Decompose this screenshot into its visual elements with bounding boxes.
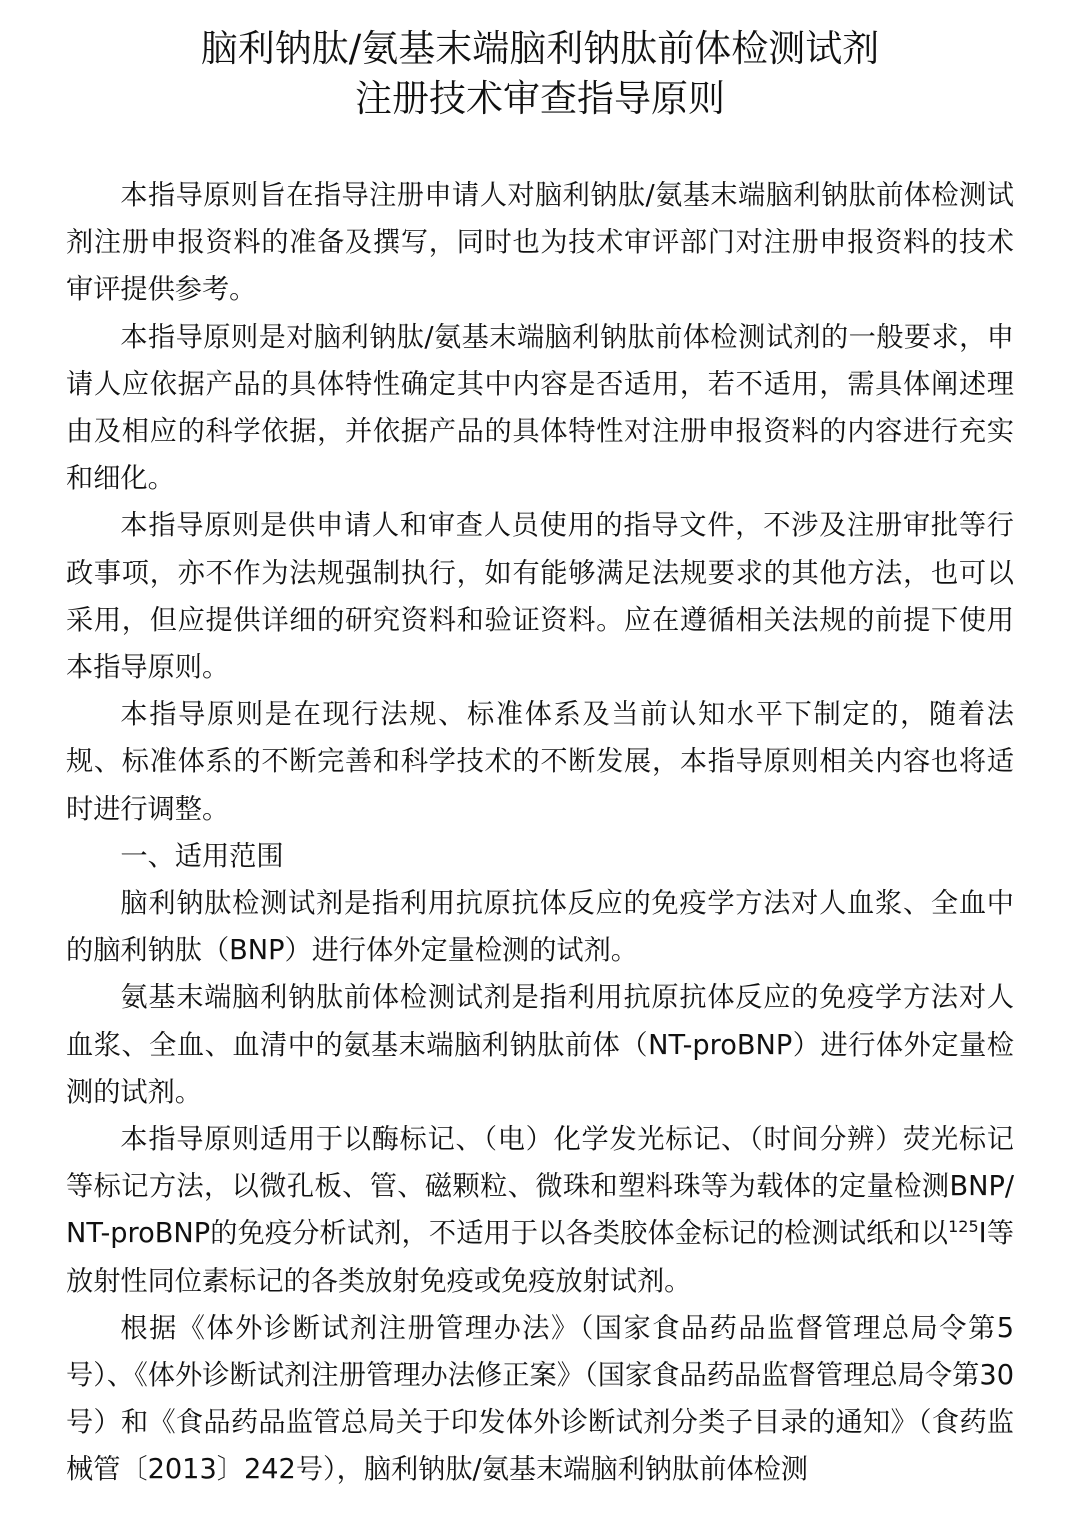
paragraph-general-requirements: 本指导原则是对脑利钠肽/氨基末端脑利钠肽前体检测试剂的一般要求，申请人应依据产品的具体特性确定其中内容是否适用，若不适用，需具体阐述理由及相应的科学依据，并依据产品的具体特性对注册申报资料的内容进行充实和细化。 [66,321,1014,495]
paragraph-purpose: 本指导原则旨在指导注册申请人对脑利钠肽/氨基末端脑利钠肽前体检测试剂注册申报资料的准备及撰写，同时也为技术审评部门对注册申报资料的技术审评提供参考。 [66,180,1014,306]
section-heading-scope: 一、适用范围 [120,840,284,872]
paragraph-regulatory-basis: 根据《体外诊断试剂注册管理办法》（国家食品药品监督管理总局令第5 号）、《体外诊断试剂注册管理办法修正案》（国家食品药品监督管理总局令第30号）和《食品药品监管总局关于印发体外诊断试剂分类子目录的通知》（食药监械管〔2013〕242号），脑利钠肽/氨基末端脑利钠肽前体检测 [66,1312,1014,1486]
applicability-text-before: 本指导原则适用于以酶标记、（电）化学发光标记、（时间分辨）荧光标记等标记方法，以微孔板、管、磁颗粒、微珠和塑料珠等为载体的定量检测BNP/ NT-proBNP的免疫分析试剂，不适用于以各类胶体金标记的检测试纸和以 [66,1124,1014,1250]
paragraph-guidance-nature: 本指导原则是供申请人和审查人员使用的指导文件，不涉及注册审批等行政事项，亦不作为法规强制执行，如有能够满足法规要求的其他方法，也可以采用，但应提供详细的研究资料和验证资料。应在遵循相关法规的前提下使用本指导原则。 [66,510,1014,684]
document-body [66,172,1014,1494]
paragraph-revision-note: 本指导原则是在现行法规、标准体系及当前认知水平下制定的，随着法规、标准体系的不断完善和科学技术的不断发展，本指导原则相关内容也将适时进行调整。 [66,699,1014,825]
paragraph-applicability [66,1116,1014,1305]
document-title-line-1: 脑利钠肽/氨基末端脑利钠肽前体检测试剂 [200,27,880,70]
paragraph-ntprobnp-definition: 氨基末端脑利钠肽前体检测试剂是指利用抗原抗体反应的免疫学方法对人血浆、全血、血清中的氨基末端脑利钠肽前体（NT-proBNP）进行体外定量检测的试剂。 [66,982,1014,1108]
paragraph-bnp-definition: 脑利钠肽检测试剂是指利用抗原抗体反应的免疫学方法对人血浆、全血中的脑利钠肽（BNP）进行体外定量检测的试剂。 [66,888,1014,967]
document-title-line-2: 注册技术审查指导原则 [355,77,725,120]
isotope-superscript: 125 [948,1217,979,1237]
applicability-text-after: I等放射性同位素标记的各类放射免疫或免疫放射试剂。 [66,1218,1014,1297]
